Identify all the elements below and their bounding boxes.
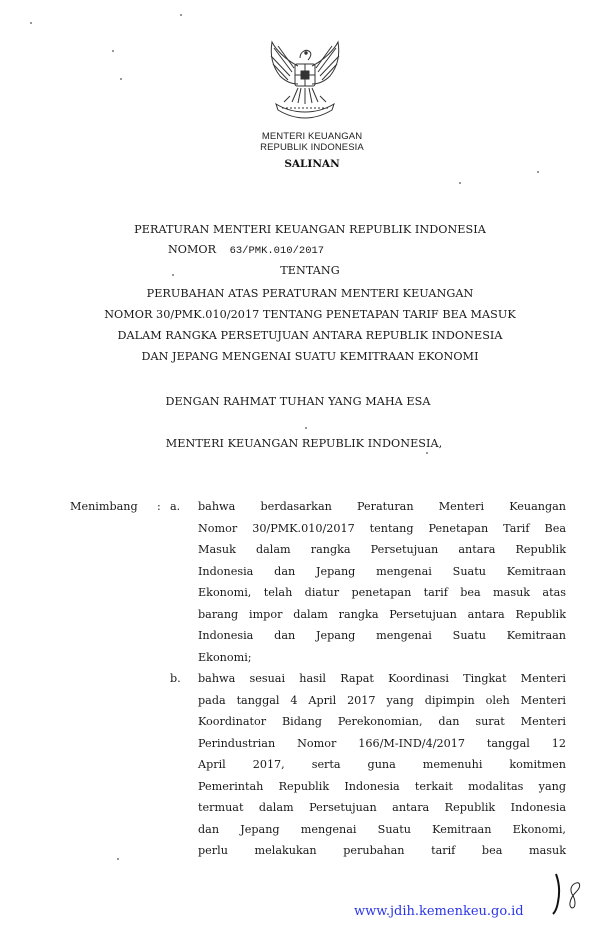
paragraph-line: April 2017, serta guna memenuhi komitmen bbox=[198, 758, 566, 771]
regulation-title: PERATURAN MENTERI KEUANGAN REPUBLIK INDONESIA bbox=[134, 223, 486, 236]
paragraph-line: Masuk dalam rangka Persetujuan antara Republik bbox=[198, 543, 566, 556]
initials-signature-icon bbox=[550, 872, 586, 916]
subject-line-4: DAN JEPANG MENGENAI SUATU KEMITRAAN EKONOMI bbox=[141, 350, 479, 363]
scan-speck bbox=[426, 452, 428, 454]
paragraph-line: Ekonomi, telah diatur penetapan tarif bea masuk atas bbox=[198, 586, 566, 599]
paragraph-line: pada tanggal 4 April 2017 yang dipimpin oleh Menteri bbox=[198, 693, 566, 707]
menimbang-colon: : bbox=[157, 500, 161, 513]
item-b-letter: b. bbox=[170, 672, 181, 685]
paragraph-line: bahwa berdasarkan Peraturan Menteri Keuangan bbox=[198, 500, 566, 513]
salinan-stamp: SALINAN bbox=[284, 158, 340, 170]
paragraph-line: Nomor 30/PMK.010/2017 tentang Penetapan Tarif Bea bbox=[198, 521, 566, 535]
paragraph-line: Indonesia dan Jepang mengenai Suatu Kemitraan bbox=[198, 629, 566, 642]
item-a-letter: a. bbox=[170, 500, 181, 513]
authority: MENTERI KEUANGAN REPUBLIK INDONESIA, bbox=[165, 437, 443, 450]
scan-speck bbox=[459, 182, 461, 184]
paragraph-line: barang impor dalam rangka Persetujuan antara Republik bbox=[198, 607, 566, 621]
subject-line-3: DALAM RANGKA PERSETUJUAN ANTARA REPUBLIK INDONESIA bbox=[117, 329, 503, 342]
paragraph-line: perlu melakukan perubahan tarif bea masuk bbox=[198, 844, 566, 857]
header-org-line2: REPUBLIK INDONESIA bbox=[260, 142, 364, 153]
regulation-number bbox=[168, 243, 324, 257]
nomor-label: NOMOR bbox=[168, 243, 217, 256]
paragraph-line: Perindustrian Nomor 166/M-IND/4/2017 tanggal 12 bbox=[198, 736, 566, 750]
paragraph-line: termuat dalam Persetujuan antara Republik Indonesia bbox=[198, 801, 566, 814]
item-a-paragraph bbox=[198, 496, 566, 668]
item-b-paragraph bbox=[198, 668, 566, 862]
menimbang-label: Menimbang bbox=[70, 500, 138, 513]
paragraph-line: Koordinator Bidang Perekonomian, dan surat Menteri bbox=[198, 715, 566, 728]
paragraph-line: Indonesia dan Jepang mengenai Suatu Kemitraan bbox=[198, 564, 566, 578]
scan-speck bbox=[305, 427, 307, 429]
paragraph-line: dan Jepang mengenai Suatu Kemitraan Ekonomi, bbox=[198, 822, 566, 836]
scan-speck bbox=[120, 78, 122, 80]
jdih-website-link[interactable]: www.jdih.kemenkeu.go.id bbox=[354, 904, 524, 919]
paragraph-line: bahwa sesuai hasil Rapat Koordinasi Tingkat Menteri bbox=[198, 672, 566, 685]
paragraph-line: Pemerintah Republik Indonesia terkait modalitas yang bbox=[198, 779, 566, 793]
header-org-line1: MENTERI KEUANGAN bbox=[261, 131, 363, 142]
scan-speck bbox=[117, 858, 119, 860]
nomor-value: 63/PMK.010/2017 bbox=[229, 245, 325, 257]
tentang-label: TENTANG bbox=[280, 264, 340, 277]
subject-line-2: NOMOR 30/PMK.010/2017 TENTANG PENETAPAN TARIF BEA MASUK bbox=[104, 308, 516, 321]
scan-speck bbox=[180, 14, 182, 16]
garuda-emblem-icon bbox=[262, 36, 348, 128]
scan-speck bbox=[537, 171, 539, 173]
scan-speck bbox=[30, 22, 32, 24]
subject-line-1: PERUBAHAN ATAS PERATURAN MENTERI KEUANGAN bbox=[146, 287, 474, 300]
invocation: DENGAN RAHMAT TUHAN YANG MAHA ESA bbox=[165, 395, 431, 408]
scan-speck bbox=[112, 50, 114, 52]
paragraph-line: Ekonomi; bbox=[198, 650, 252, 664]
